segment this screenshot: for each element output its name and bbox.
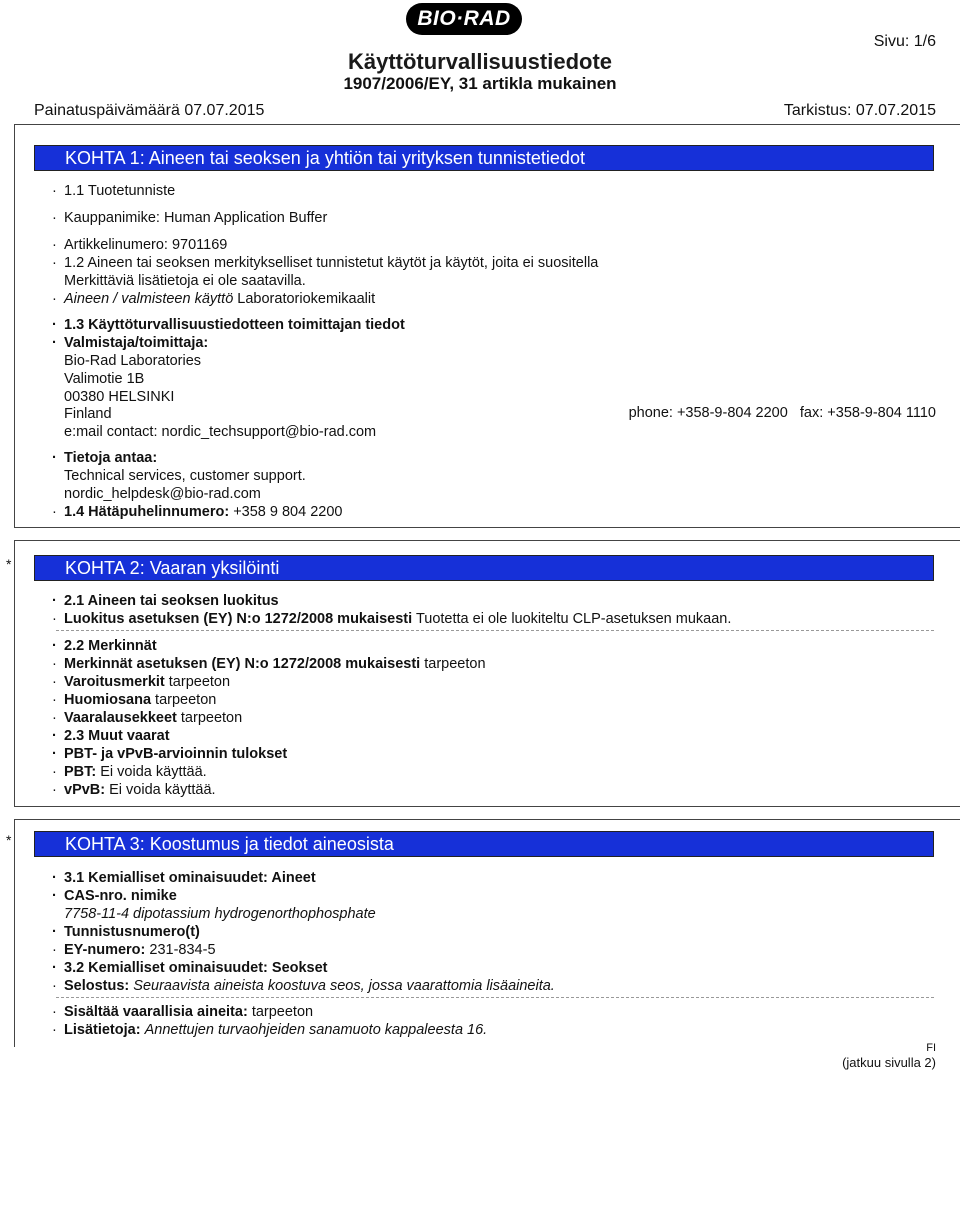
cas-substance: 7758-11-4 dipotassium hydrogenorthophosphate <box>64 906 376 922</box>
language-code: FI <box>926 1042 936 1054</box>
page-number: Sivu: 1/6 <box>873 33 936 50</box>
section-1-header <box>34 145 934 171</box>
header-divider <box>14 124 960 125</box>
postal-city: 00380 HELSINKI <box>64 389 175 405</box>
clp-classification: · Luokitus asetuksen (EY) N:o 1272/2008 mukaisesti Tuotetta ei ole luokiteltu CLP-asetuksen mukaan. <box>52 611 732 627</box>
manufacturer-label: · Valmistaja/toimittaja: <box>52 335 209 351</box>
section-3-left-border <box>14 819 15 1047</box>
country: Finland <box>64 406 112 422</box>
article-number: · Artikkelinumero: 9701169 <box>52 237 228 253</box>
section-2-bottom-rule <box>14 806 960 807</box>
emergency-phone: · 1.4 Hätäpuhelinnumero: +358 9 804 2200 <box>52 504 343 520</box>
section-3-top-rule <box>14 819 960 820</box>
substances-heading: · 3.1 Kemialliset ominaisuudet: Aineet <box>52 870 316 886</box>
hazard-statements: · Vaaralausekkeet tarpeeton <box>52 710 243 726</box>
other-hazards-heading: · 2.3 Muut vaarat <box>52 728 170 744</box>
continuation-note: (jatkuu sivulla 2) <box>842 1055 936 1070</box>
section-3-title: KOHTA 3: Koostumus ja tiedot aineosista <box>65 834 394 854</box>
document-subtitle: 1907/2006/EY, 31 artikla mukainen <box>343 74 617 93</box>
substance-use: · Aineen / valmisteen käyttö Laboratoriokemikaalit <box>52 291 376 307</box>
helpdesk-email: nordic_helpdesk@bio-rad.com <box>64 486 261 502</box>
revision-date: Tarkistus: 07.07.2015 <box>783 102 936 119</box>
pbt-vpvb-heading: · PBT- ja vPvB-arvioinnin tulokset <box>52 746 288 762</box>
email-contact: e:mail contact: nordic_techsupport@bio-rad.com <box>64 424 377 440</box>
section-1-title: KOHTA 1: Aineen tai seoksen ja yhtiön tai yrityksen tunnistetiedot <box>65 148 585 168</box>
phone-fax: phone: +358-9-804 2200 fax: +358-9-804 1110 <box>628 405 936 421</box>
mixtures-heading: · 3.2 Kemialliset ominaisuudet: Seokset <box>52 960 328 976</box>
section-3-header <box>34 831 934 857</box>
label-elements-heading: · 2.2 Merkinnät <box>52 638 157 654</box>
print-date: Painatuspäivämäärä 07.07.2015 <box>34 102 265 119</box>
document-title: Käyttöturvallisuustiedote <box>347 49 613 74</box>
clp-labelling: · Merkinnät asetuksen (EY) N:o 1272/2008 mukaisesti tarpeeton <box>52 656 486 672</box>
product-identifier: · 1.1 Tuotetunniste <box>52 183 176 199</box>
section-2-title: KOHTA 2: Vaaran yksilöinti <box>65 558 280 578</box>
revision-marker: * <box>6 832 12 848</box>
info-provider: Technical services, customer support. <box>64 468 306 484</box>
cas-name-heading: · CAS-nro. nimike <box>52 888 177 904</box>
mixture-description: · Selostus: Seuraavista aineista koostuva seos, jossa vaarattomia lisäaineita. <box>52 978 555 994</box>
signal-word: · Huomiosana tarpeeton <box>52 692 217 708</box>
dashed-separator <box>56 997 934 998</box>
bio-rad-logo: BIO·RAD <box>406 3 522 35</box>
section-2-left-border <box>14 540 15 806</box>
dashed-separator <box>56 630 934 631</box>
street-address: Valimotie 1B <box>64 371 145 387</box>
no-info-note: Merkittäviä lisätietoja ei ole saatavilla. <box>64 273 306 289</box>
additional-info: · Lisätietoja: Annettujen turvaohjeiden sanamuoto kappaleesta 16. <box>52 1022 488 1038</box>
section-2-header <box>34 555 934 581</box>
info-provider-label: · Tietoja antaa: <box>52 450 158 466</box>
company-name: Bio-Rad Laboratories <box>64 353 202 369</box>
section-1-left-border <box>14 124 15 527</box>
section-1-bottom-rule <box>14 527 960 528</box>
section-2-top-rule <box>14 540 960 541</box>
pbt-result: · PBT: Ei voida käyttää. <box>52 764 207 780</box>
classification-heading: · 2.1 Aineen tai seoksen luokitus <box>52 593 279 609</box>
vpvb-result: · vPvB: Ei voida käyttää. <box>52 782 216 798</box>
supplier-details-heading: · 1.3 Käyttöturvallisuustiedotteen toimittajan tiedot <box>52 317 405 333</box>
hazardous-components: · Sisältää vaarallisia aineita: tarpeeton <box>52 1004 314 1020</box>
hazard-pictograms: · Varoitusmerkit tarpeeton <box>52 674 231 690</box>
ec-number: · EY-numero: 231-834-5 <box>52 942 216 958</box>
trade-name: · Kauppanimike: Human Application Buffer <box>52 210 328 226</box>
revision-marker: * <box>6 556 12 572</box>
identification-numbers: · Tunnistusnumero(t) <box>52 924 200 940</box>
relevant-uses: · 1.2 Aineen tai seoksen merkitykselliset tunnistetut käytöt ja käytöt, joita ei suositella <box>52 255 599 271</box>
